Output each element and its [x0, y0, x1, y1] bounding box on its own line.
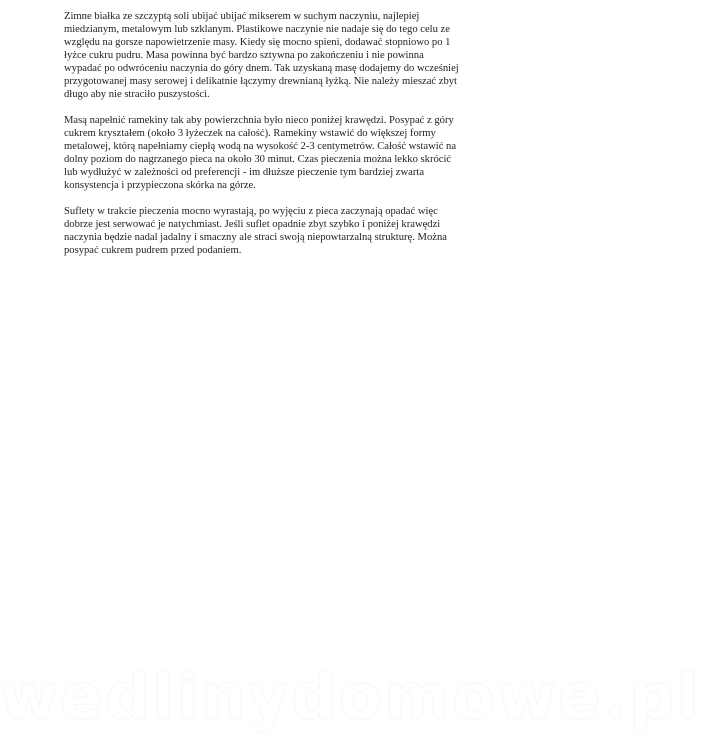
paragraph-serving: Suflety w trakcie pieczenia mocno wyrastają, po wyjęciu z pieca zaczynają opadać więc dobrze jest serwować je natychmiast. Jeśli suflet opadnie zbyt szybko i poniżej krawędzi naczynia będzie nadal jadalny i smaczny ale straci swoją niepowtarzalną strukturę. Można posypać cukrem pudrem przed podaniem.: [64, 206, 447, 256]
watermark: wedlinydomowe.pl: [0, 660, 701, 733]
recipe-text: [64, 10, 464, 270]
paragraph-filling-ramekins: Masą napełnić ramekiny tak aby powierzchnia było nieco poniżej krawędzi. Posypać z góry cukrem kryształem (około 3 łyżeczek na całość). Ramekiny wstawić do większej formy metalowej, którą napełniamy ciepłą wodą na wysokość 2-3 centymetrów. Całość wstawić na dolny poziom do nagrzanego pieca na około 30 minut. Czas pieczenia można lekko skrócić lub wydłużyć w zależności od preferencji - im dłuższe pieczenie tym bardziej zwarta konsystencja i przypieczona skórka na górze.: [64, 115, 457, 191]
paragraph-whipping-whites: Zimne białka ze szczyptą soli ubijać ubijać mikserem w suchym naczyniu, najlepiej miedzianym, metalowym lub szklanym. Plastikowe naczynie nie nadaje się do tego celu ze względu na gorsze napowietrzenie masy. Kiedy się mocno spieni, dodawać stopniowo po 1 łyżce cukru pudru. Masa powinna być bardzo sztywna po zakończeniu i nie powinna wypadać po odwróceniu naczynia do góry dnem. Tak uzyskaną masę dodajemy do wcześniej przygotowanej masy serowej i delikatnie łączymy drewnianą łyżką. Nie należy mieszać zbyt długo aby nie straciło puszystości.: [64, 11, 459, 100]
